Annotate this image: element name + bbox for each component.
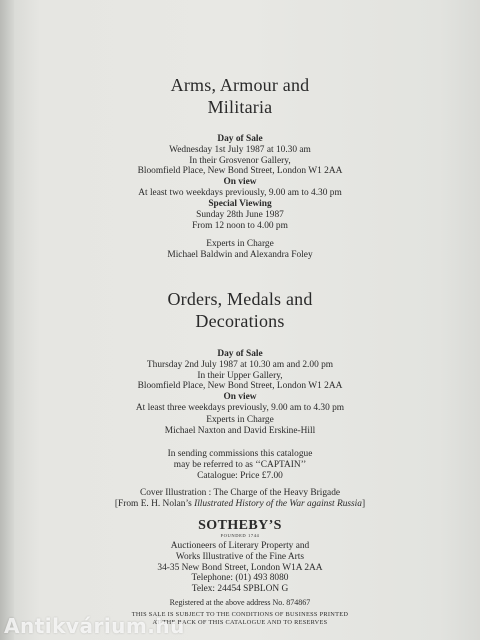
arms-details xyxy=(60,134,420,199)
arms-title-line2: Militaria xyxy=(207,97,273,117)
registered-block xyxy=(60,598,420,609)
catalogue-price: Catalogue: Price £7.00 xyxy=(197,470,283,481)
arms-address: Bloomfield Place, New Bond Street, London W1 2AA xyxy=(137,166,343,177)
sothebys-block xyxy=(60,519,420,539)
orders-on-view-label: On view xyxy=(223,392,257,403)
commissions-line2: may be referred to as ‘‘CAPTAIN’’ xyxy=(173,459,307,470)
arms-experts-names: Michael Baldwin and Alexandra Foley xyxy=(167,249,313,260)
arms-sale-date: Wednesday 1st July 1987 at 10.30 am xyxy=(169,144,311,155)
orders-details xyxy=(60,349,420,414)
arms-title-line1: Arms, Armour and xyxy=(170,75,310,95)
sothebys-telex: Telex: 24454 SPBLON G xyxy=(191,584,289,595)
orders-experts xyxy=(60,415,420,437)
orders-section xyxy=(60,288,420,332)
orders-day-of-sale-label: Day of Sale xyxy=(217,349,263,359)
sothebys-desc1: Auctioneers of Literary Property and xyxy=(170,541,310,551)
cover-line2 xyxy=(60,499,420,510)
sothebys-founded: FOUNDED 1744 xyxy=(220,533,260,538)
watermark-text: Antikvárium.hu xyxy=(4,614,185,638)
cover-line2-prefix: [From E. H. Nolan’s xyxy=(114,498,195,509)
orders-on-view-text: At least three weekdays previously, 9.00 am to 4.30 pm xyxy=(135,402,345,413)
cover-line1: Cover Illustration : The Charge of the Heavy Brigade xyxy=(139,488,341,498)
commissions-line1: In sending commissions this catalogue xyxy=(167,449,313,459)
orders-gallery: In their Upper Gallery, xyxy=(197,370,283,381)
sothebys-logo: SOTHEBY’S xyxy=(198,518,282,533)
sothebys-telephone: Telephone: (01) 493 8080 xyxy=(191,573,289,584)
arms-on-view-label: On view xyxy=(223,177,257,188)
cover-line2-suffix: ] xyxy=(361,498,366,509)
arms-gallery: In their Grosvenor Gallery, xyxy=(189,155,291,166)
commissions-block xyxy=(60,449,420,481)
orders-sale-date: Thursday 2nd July 1987 at 10.30 am and 2.00 pm xyxy=(146,359,334,370)
arms-section xyxy=(60,74,420,118)
special-viewing-date: Sunday 28th June 1987 xyxy=(196,209,284,220)
arms-on-view-text: At least two weekdays previously, 9.00 am to 4.30 pm xyxy=(138,187,342,198)
cover-book-title: Illustrated History of the War against Russia xyxy=(194,498,362,509)
registered-number: Registered at the above address No. 874867 xyxy=(169,598,311,607)
special-viewing-label: Special Viewing xyxy=(208,199,272,209)
arms-experts xyxy=(60,239,420,261)
sothebys-address: 34-35 New Bond Street, London W1A 2AA xyxy=(157,562,323,573)
arms-experts-label: Experts in Charge xyxy=(206,239,274,249)
conditions-line2: AT THE BACK OF THIS CATALOGUE AND TO RESERVES xyxy=(152,619,328,626)
orders-title-line2: Decorations xyxy=(195,311,285,331)
orders-experts-names: Michael Naxton and David Erskine-Hill xyxy=(164,425,316,436)
conditions-line1: THIS SALE IS SUBJECT TO THE CONDITIONS OF BUSINESS PRINTED xyxy=(131,611,349,618)
orders-address: Bloomfield Place, New Bond Street, London W1 2AA xyxy=(137,381,343,392)
orders-title-line1: Orders, Medals and xyxy=(167,289,313,309)
sothebys-address-block xyxy=(60,541,420,595)
sothebys-desc2: Works Illustrative of the Fine Arts xyxy=(175,551,305,562)
arms-day-of-sale-label: Day of Sale xyxy=(217,134,263,144)
cover-illustration-block xyxy=(60,488,420,510)
page-fold-shadow xyxy=(0,0,14,640)
orders-experts-label: Experts in Charge xyxy=(206,415,274,425)
arms-special-viewing xyxy=(60,199,420,231)
special-viewing-time: From 12 noon to 4.00 pm xyxy=(192,220,288,231)
